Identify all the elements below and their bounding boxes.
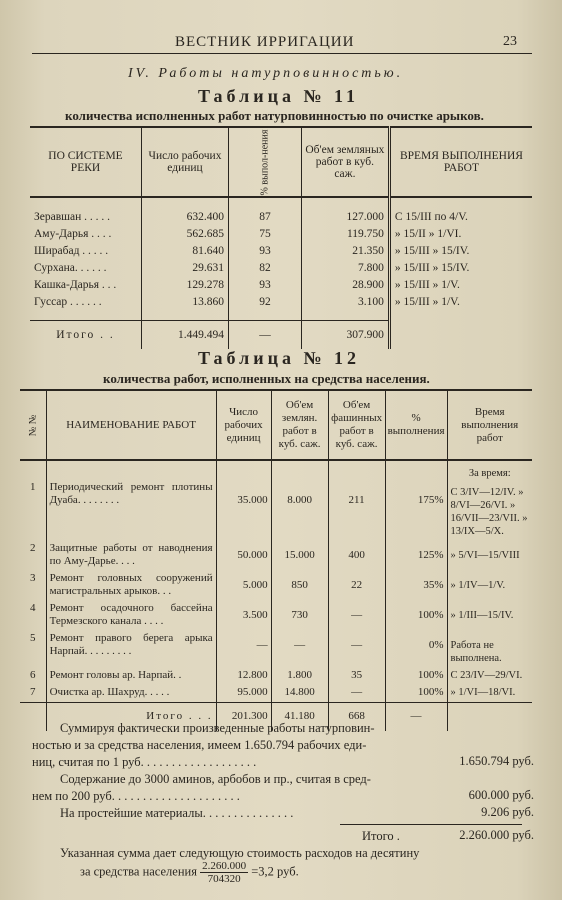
cell-time: » 5/VI—15/VIII bbox=[447, 538, 532, 568]
cell-name: Ремонт осадочного бассейна Термезского канала . . . . bbox=[46, 598, 216, 628]
cell-time: С 15/III по 4/V. bbox=[389, 208, 532, 225]
section-heading: IV. Работы натурповинностью. bbox=[128, 66, 404, 81]
total-row bbox=[30, 321, 532, 350]
summary-line: ностью и за средства населения, имеем 1.650.794 рабочих еди- bbox=[32, 738, 367, 752]
cell-fascine: 400 bbox=[328, 538, 385, 568]
cell-fascine: — bbox=[328, 682, 385, 702]
col-num: № № bbox=[20, 390, 46, 460]
summary-line: На простейшие материалы. . . . . . . . . . . . . . . bbox=[60, 806, 294, 820]
cell-fascine: — bbox=[328, 628, 385, 665]
header-rule bbox=[32, 53, 532, 54]
cell-time: Работа не выполнена. bbox=[447, 628, 532, 665]
cell-workers: 13.860 bbox=[142, 293, 229, 310]
cell-percent: 0% bbox=[385, 628, 447, 665]
cell-percent: 93 bbox=[229, 242, 302, 259]
table-row bbox=[30, 208, 532, 225]
cell-earth: — bbox=[271, 628, 328, 665]
cell-time: » 1/IV—1/V. bbox=[447, 568, 532, 598]
col-name: НАИМЕНОВАНИЕ РАБОТ bbox=[46, 390, 216, 460]
cell-volume: 28.900 bbox=[301, 276, 389, 293]
table-row bbox=[30, 242, 532, 259]
cell-volume: 21.350 bbox=[301, 242, 389, 259]
cell-time: » 15/III » 1/V. bbox=[389, 276, 532, 293]
total-workers: 1.449.494 bbox=[142, 321, 229, 350]
cell-fascine: — bbox=[328, 598, 385, 628]
total-value: 2.260.000 руб. bbox=[459, 828, 534, 842]
cell-percent: 92 bbox=[229, 293, 302, 310]
cell-volume: 3.100 bbox=[301, 293, 389, 310]
cell-workers: — bbox=[216, 628, 271, 665]
total-workers: 201.300 bbox=[216, 702, 271, 731]
cell-system: Зеравшан . . . . . bbox=[34, 210, 111, 223]
cell-time: За время: С 3/IV—12/IV. » 8/VI—26/VI. » 16/VII—23/VII. » 13/IX—5/X. bbox=[447, 460, 532, 538]
cell-fascine: 211 bbox=[328, 460, 385, 538]
cell-earth: 1.800 bbox=[271, 665, 328, 682]
cell-num: 3 bbox=[30, 572, 36, 584]
cell-name: Ремонт головных сооружений магистральных арыков. . . bbox=[46, 568, 216, 598]
table12-title: Таблица № 12 bbox=[198, 348, 361, 368]
cell-name: Ремонт правого берега арыка Нарпай. . . . . . . . . bbox=[46, 628, 216, 665]
cell-percent: 35% bbox=[385, 568, 447, 598]
cell-time: » 1/III—15/IV. bbox=[447, 598, 532, 628]
cell-percent: 87 bbox=[229, 208, 302, 225]
journal-title: ВЕСТНИК ИРРИГАЦИИ bbox=[175, 34, 355, 50]
cell-workers: 81.640 bbox=[142, 242, 229, 259]
cell-name: Защитные работы от наводнения по Аму-Дарье. . . . bbox=[46, 538, 216, 568]
total-label: Итого . bbox=[362, 829, 400, 843]
sum-rule bbox=[340, 824, 522, 825]
cell-time: » 15/III » 1/V. bbox=[389, 293, 532, 310]
table-row bbox=[20, 682, 532, 702]
table11 bbox=[30, 126, 532, 349]
cell-time: » 1/VI—18/VI. bbox=[447, 682, 532, 702]
cell-fascine: 22 bbox=[328, 568, 385, 598]
cell-earth: 14.800 bbox=[271, 682, 328, 702]
cell-system: Ширабад . . . . . bbox=[34, 244, 109, 257]
cell-num: 5 bbox=[30, 632, 36, 644]
cell-system: Гуссар . . . . . . bbox=[34, 295, 102, 308]
col-time: ВРЕМЯ ВЫПОЛНЕНИЯ РАБОТ bbox=[389, 127, 532, 197]
cell-num: 4 bbox=[30, 602, 36, 614]
summary-value: 1.650.794 руб. bbox=[459, 754, 534, 768]
cell-percent: 100% bbox=[385, 665, 447, 682]
cell-earth: 8.000 bbox=[271, 460, 328, 538]
cell-workers: 562.685 bbox=[142, 225, 229, 242]
cell-workers: 12.800 bbox=[216, 665, 271, 682]
total-percent: — bbox=[229, 321, 302, 350]
time-note: За время: bbox=[468, 468, 511, 479]
table-row bbox=[20, 598, 532, 628]
final-line: Указанная сумма дает следующую стоимость расходов на десятину bbox=[60, 846, 420, 860]
table-row bbox=[20, 538, 532, 568]
col-system: ПО СИСТЕМЕ РЕКИ bbox=[30, 127, 142, 197]
col-percent: % выполнения bbox=[385, 390, 447, 460]
final-formula: за средства населения $\frac{2.260.000}{704320}$ =3,2 руб. bbox=[80, 860, 299, 885]
summary-line: Содержание до 3000 аминов, арбобов и пр., считая в сред- bbox=[60, 772, 371, 786]
cell-workers: 632.400 bbox=[142, 208, 229, 225]
total-label: Итого . . . bbox=[46, 702, 216, 731]
total-volume: 307.900 bbox=[301, 321, 389, 350]
table-row bbox=[30, 225, 532, 242]
table-row bbox=[20, 568, 532, 598]
cell-system: Кашка-Дарья . . . bbox=[34, 278, 117, 291]
table-row bbox=[30, 259, 532, 276]
total-fascine: 668 bbox=[328, 702, 385, 731]
cell-num: 1 bbox=[30, 481, 36, 493]
cell-time: » 15/III » 15/IV. bbox=[389, 242, 532, 259]
table-row bbox=[20, 628, 532, 665]
cell-earth: 850 bbox=[271, 568, 328, 598]
cell-percent: 100% bbox=[385, 682, 447, 702]
fraction: $\frac{2.260.000}{704320}$ bbox=[202, 860, 247, 885]
running-header bbox=[0, 34, 562, 52]
cell-workers: 50.000 bbox=[216, 538, 271, 568]
table-row bbox=[20, 460, 532, 538]
summary-value: 9.206 руб. bbox=[481, 805, 534, 819]
cell-percent: 93 bbox=[229, 276, 302, 293]
cell-earth: 730 bbox=[271, 598, 328, 628]
summary-line: нем по 200 руб. . . . . . . . . . . . . . . . . . . . . bbox=[32, 789, 240, 803]
cell-system: Сурхана. . . . . . bbox=[34, 261, 107, 274]
total-earth: 41.180 bbox=[271, 702, 328, 731]
cell-time: С 23/IV—29/VI. bbox=[447, 665, 532, 682]
cell-num: 2 bbox=[30, 542, 36, 554]
page-number: 23 bbox=[503, 34, 517, 49]
cell-volume: 119.750 bbox=[301, 225, 389, 242]
cell-workers: 95.000 bbox=[216, 682, 271, 702]
cell-num: 7 bbox=[30, 686, 36, 698]
spacer-row bbox=[30, 310, 532, 321]
table11-title: Таблица № 11 bbox=[198, 86, 360, 106]
col-fascine: Об'ем фашинных работ в куб. саж. bbox=[328, 390, 385, 460]
cell-workers: 5.000 bbox=[216, 568, 271, 598]
col-time: Время выполнения работ bbox=[447, 390, 532, 460]
summary-line: ниц, считая по 1 руб. . . . . . . . . . . . . . . . . . . bbox=[32, 755, 257, 769]
cell-name: Периодический ремонт плотины Дуаба. . . . . . . . bbox=[46, 460, 216, 538]
cell-workers: 129.278 bbox=[142, 276, 229, 293]
cell-workers: 3.500 bbox=[216, 598, 271, 628]
cell-time: » 15/II » 1/VI. bbox=[389, 225, 532, 242]
cell-volume: 127.000 bbox=[301, 208, 389, 225]
summary-line: Суммируя фактически произведенные работы натурповин- bbox=[60, 721, 375, 735]
summary-value: 600.000 руб. bbox=[468, 788, 534, 802]
cell-name: Очистка ар. Шахруд. . . . . bbox=[46, 682, 216, 702]
spacer-row bbox=[30, 197, 532, 208]
table-row bbox=[30, 276, 532, 293]
cell-time: » 15/III » 15/IV. bbox=[389, 259, 532, 276]
cell-percent: 82 bbox=[229, 259, 302, 276]
cell-earth: 15.000 bbox=[271, 538, 328, 568]
table12 bbox=[20, 389, 532, 731]
cell-num: 6 bbox=[30, 669, 36, 681]
cell-fascine: 35 bbox=[328, 665, 385, 682]
col-percent: % выпол-нения bbox=[229, 127, 302, 197]
col-earth: Об'ем землян. работ в куб. саж. bbox=[271, 390, 328, 460]
cell-volume: 7.800 bbox=[301, 259, 389, 276]
col-workers: Число рабочих единиц bbox=[142, 127, 229, 197]
cell-name: Ремонт головы ар. Нарпай. . bbox=[46, 665, 216, 682]
col-volume: Об'ем земляных работ в куб. саж. bbox=[301, 127, 389, 197]
table-row bbox=[20, 665, 532, 682]
cell-percent: 75 bbox=[229, 225, 302, 242]
cell-workers: 35.000 bbox=[216, 460, 271, 538]
cell-percent: 175% bbox=[385, 460, 447, 538]
col-workers: Число рабочих единиц bbox=[216, 390, 271, 460]
cell-system: Аму-Дарья . . . . bbox=[34, 227, 112, 240]
total-percent: — bbox=[385, 702, 447, 731]
cell-workers: 29.631 bbox=[142, 259, 229, 276]
total-label: Итого . . bbox=[30, 321, 142, 350]
table-row bbox=[30, 293, 532, 310]
table12-subtitle: количества работ, исполненных на средства населения. bbox=[103, 371, 430, 386]
cell-percent: 125% bbox=[385, 538, 447, 568]
table11-subtitle: количества исполненных работ натурповинностью по очистке арыков. bbox=[65, 108, 484, 123]
cell-percent: 100% bbox=[385, 598, 447, 628]
